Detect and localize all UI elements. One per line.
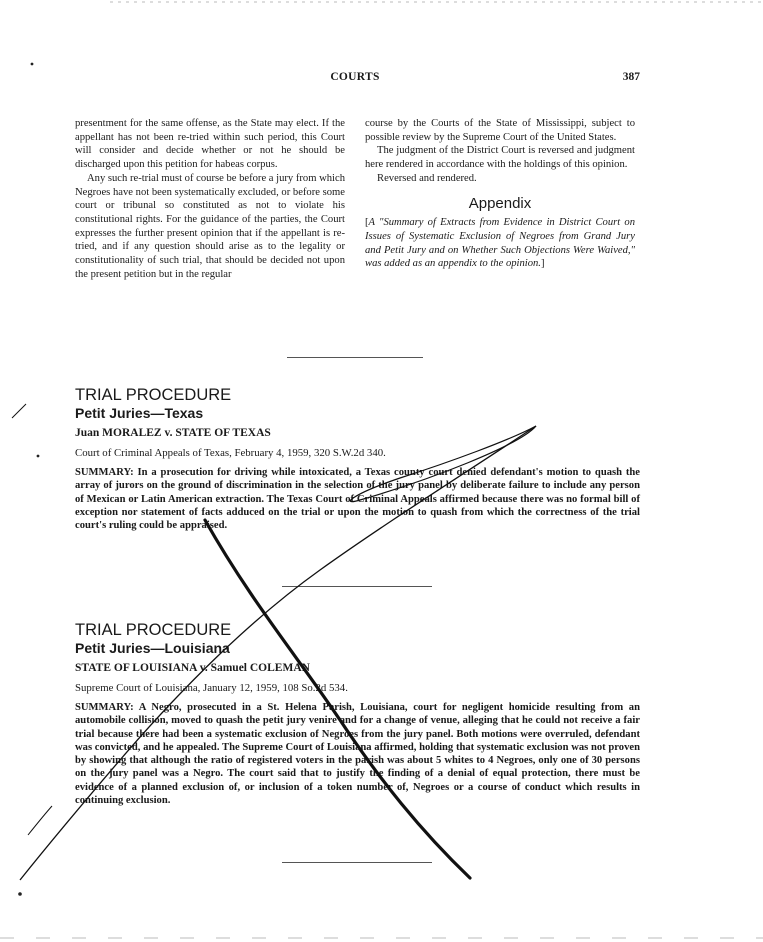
appendix-note-open-bracket: [ [365, 217, 369, 229]
case-subheading: Petit Juries—Louisiana [75, 640, 230, 656]
case-moralez [75, 386, 640, 532]
case-summary: SUMMARY: In a prosecution for driving while intoxicated, a Texas county court denied defendant's motion to quash the array of jurors on the ground of discrimination in the selection of the jury panel by deliberate failure to include any person of Mexican or Latin American extraction. The Texas Court of Criminal Appeals affirmed because there was no formal bill of exception nor statement of facts adduced on the trial or upon the motion to quash from which the correctness of the trial court's ruling could be appraised. [75, 467, 640, 532]
section-divider [282, 586, 432, 587]
left-paragraph-2: Any such re-trial must of course be before a jury from which Negroes have not been systematically excluded, or before some court or tribunal so constituted as not to violate his constitutional rights. For the guidance of the parties, the Court expresses the further present opinion that if the appellant is re-tried, and if any question should arise as to the legality or constitutionality of such trial, that should be decided not upon the present petition but in the regular [75, 172, 345, 280]
case-court-citation: Court of Criminal Appeals of Texas, February 4, 1959, 320 S.W.2d 340. [75, 447, 386, 459]
section-divider [287, 357, 423, 358]
right-paragraph-2: The judgment of the District Court is reversed and judgment here rendered in accordance with the holdings of this opinion. [365, 145, 635, 171]
appendix-note [365, 216, 635, 271]
right-column [365, 117, 635, 271]
case-court-citation: Supreme Court of Louisiana, January 12, 1959, 108 So.2d 534. [75, 682, 348, 694]
case-coleman [75, 621, 640, 807]
right-paragraph-3: Reversed and rendered. [377, 172, 477, 184]
margin-dot [31, 63, 34, 66]
margin-dot [18, 892, 22, 896]
pen-stroke-short-diagonal [28, 806, 52, 835]
left-column [75, 117, 345, 281]
right-paragraph-1: course by the Courts of the State of Mississippi, subject to possible review by the Supreme Court of the United States. [365, 118, 635, 143]
page-number: 387 [622, 71, 640, 83]
case-parties: Juan MORALEZ v. STATE OF TEXAS [75, 427, 271, 439]
margin-dot [37, 455, 40, 458]
left-paragraph-1: presentment for the same offense, as the State may elect. If the appellant has not been re-tried within such period, this Court will consider and decide whether or not he should be discharged upon this petition for habeas corpus. [75, 118, 345, 171]
running-header-title: COURTS [330, 71, 380, 83]
case-heading: TRIAL PROCEDURE [75, 621, 232, 639]
appendix-note-text: A "Summary of Extracts from Evidence in District Court on Issues of Systematic Exclusion of Negroes from Grand Jury and Petit Jury and on Whether Such Objections Were Waived," was added as an appendix to the opinion. [365, 217, 635, 270]
case-parties: STATE OF LOUISIANA v. Samuel COLEMAN [75, 662, 310, 674]
section-divider [282, 862, 432, 863]
pen-stroke-margin-tick [12, 404, 26, 418]
appendix-heading: Appendix [468, 194, 532, 212]
case-subheading: Petit Juries—Texas [75, 405, 204, 421]
case-heading: TRIAL PROCEDURE [75, 386, 232, 404]
appendix-note-close-bracket: ] [540, 258, 545, 270]
case-summary: SUMMARY: A Negro, prosecuted in a St. Helena Parish, Louisiana, court for negligent homicide resulting from an automobile collision, moved to quash the petit jury venire and for a change of venue, alleging that he could not receive a fair trial because there had been a systematic exclusion of Negroes from the jury panel. Both motions were overruled, defendant was convicted, and he appealed. The Supreme Court of Louisiana affirmed, holding that systematic exclusion was not proven by showing that although the ratio of registered voters in the parish was about 5 whites to 4 Negroes, only one of 30 persons on the jury panel was a Negro. The court said that to justify the finding of a denial of equal protection, there must be evidence of a planned exclusion of, or inclusion of a token number of, Negroes or a course of conduct which results in continuing exclusion. [75, 702, 640, 807]
